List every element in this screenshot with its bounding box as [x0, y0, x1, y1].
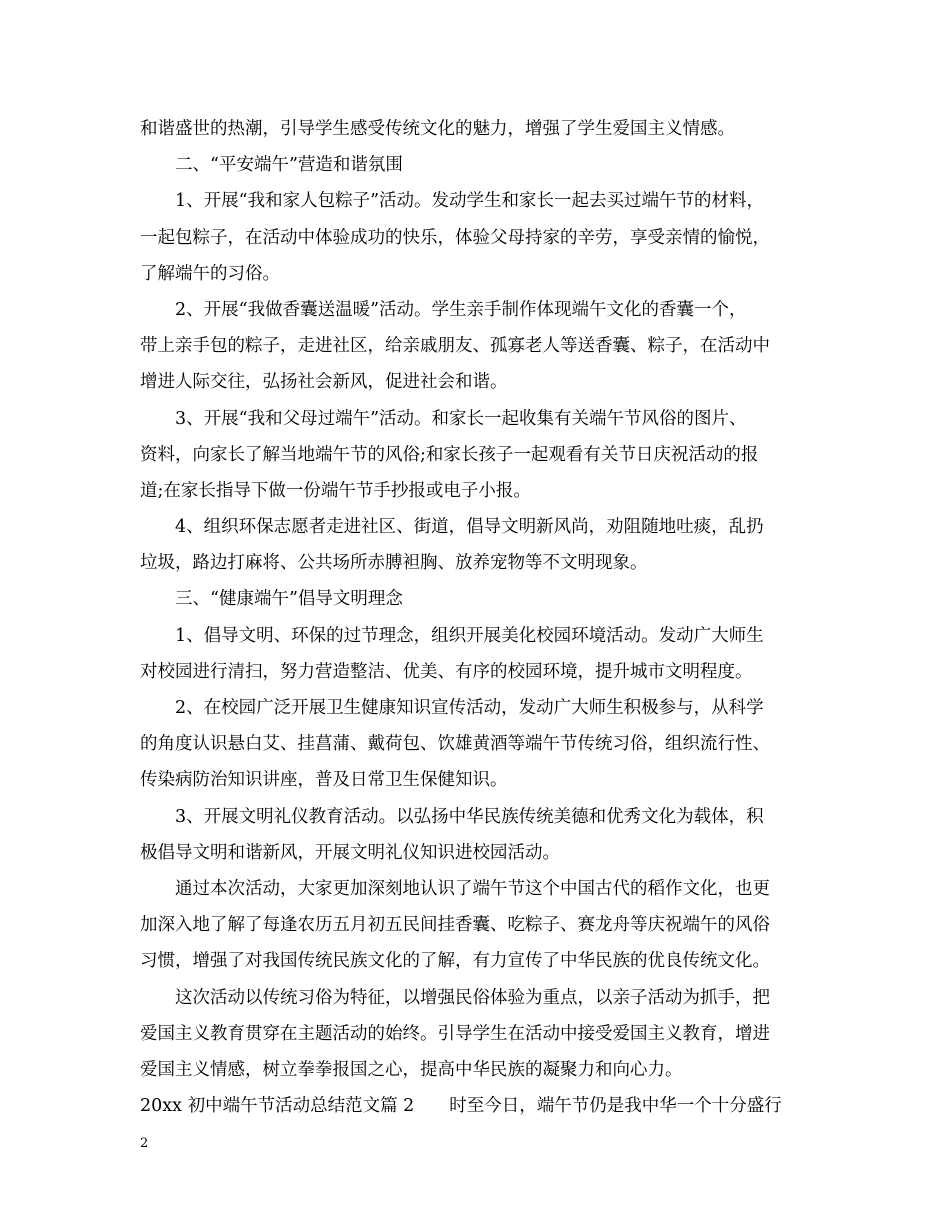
text-line: 道;在家长指导下做一份端午节手抄报或电子小报。 [140, 480, 531, 501]
text-line: 通过本次活动，大家更加深刻地认识了端午节这个中国古代的稻作文化，也更 [175, 878, 770, 899]
text-line: 和谐盛世的热潮，引导学生感受传统文化的魅力，增强了学生爱国主义情感。 [140, 119, 735, 139]
text-line: 2、开展“我做香囊送温暖”活动。学生亲手制作体现端午文化的香囊一个， [175, 299, 747, 320]
page-number: 2 [140, 1136, 149, 1151]
text-line: 二、“平安端午”营造和谐氛围 [175, 155, 403, 176]
text-line: 1、开展“我和家人包粽子”活动。发动学生和家长一起去买过端午节的材料， [175, 191, 765, 212]
text-line: 4、组织环保志愿者走进社区、街道，倡导文明新风尚，劝阻随地吐痰，乱扔 [175, 517, 764, 538]
text-line: 3、开展“我和父母过端午”活动。和家长一起收集有关端午节风俗的图片、 [175, 408, 747, 429]
text-line: 2、在校园广泛开展卫生健康知识宣传活动，发动广大师生积极参与，从科学 [175, 698, 764, 718]
text-line: 加深入地了解了每逢农历五月初五民间挂香囊、吃粽子、赛龙舟等庆祝端午的风俗 [140, 915, 770, 936]
text-line: 爱国主义情感，树立拳拳报国之心，提高中华民族的凝聚力和向心力。 [140, 1059, 683, 1080]
text-line: 三、“健康端午”倡导文明理念 [175, 589, 403, 610]
text-line: 20xx 初中端午节活动总结范文篇 2 时至今日，端午节仍是我中华一个十分盛行 [140, 1096, 782, 1117]
text-line: 习惯，增强了对我国传统民族文化的了解，有力宣传了中华民族的优良传统文化。 [140, 951, 770, 972]
text-line: 极倡导文明和谐新风，开展文明礼仪知识进校园活动。 [140, 842, 560, 863]
text-line: 3、开展文明礼仪教育活动。以弘扬中华民族传统美德和优秀文化为载体，积 [175, 806, 764, 827]
text-line: 增进人际交往，弘扬社会新风，促进社会和谐。 [140, 372, 508, 393]
text-line: 的角度认识悬白艾、挂菖蒲、戴荷包、饮雄黄酒等端午节传统习俗，组织流行性、 [140, 734, 770, 755]
text-line: 1、倡导文明、环保的过节理念，组织开展美化校园环境活动。发动广大师生 [175, 625, 764, 646]
text-line: 垃圾，路边打麻将、公共场所赤膊袒胸、放养宠物等不文明现象。 [140, 553, 648, 574]
text-line: 了解端午的习俗。 [140, 263, 280, 284]
document-body [140, 111, 830, 1124]
text-line: 带上亲手包的粽子，走进社区，给亲戚朋友、孤寡老人等送香囊、粽子，在活动中 [140, 336, 770, 357]
text-line: 资料，向家长了解当地端午节的风俗;和家长孩子一起观看有关节日庆祝活动的报 [140, 444, 759, 465]
text-line: 传染病防治知识讲座，普及日常卫生保健知识。 [140, 770, 508, 791]
text-line: 对校园进行清扫，努力营造整洁、优美、有序的校园环境，提升城市文明程度。 [140, 661, 753, 682]
text-line: 爱国主义教育贯穿在主题活动的始终。引导学生在活动中接受爱国主义教育，增进 [140, 1023, 770, 1044]
text-line: 一起包粽子，在活动中体验成功的快乐，体验父母持家的辛劳，享受亲情的愉悦， [140, 227, 770, 248]
text-line: 这次活动以传统习俗为特征，以增强民俗体验为重点，以亲子活动为抓手，把 [175, 987, 770, 1008]
